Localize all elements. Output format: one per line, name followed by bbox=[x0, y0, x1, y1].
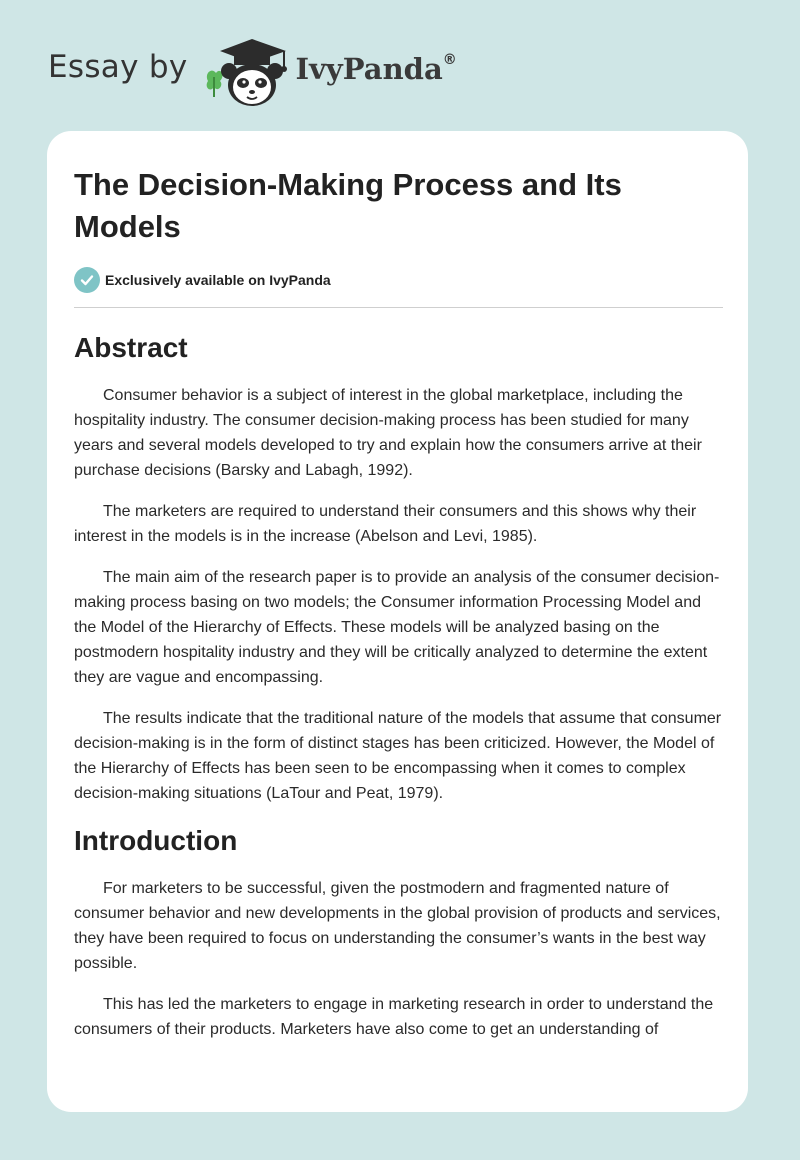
paragraph: The results indicate that the traditional nature of the models that assume that consumer decision-making is in the form of distinct stages has been criticized. However, the Model of the Hierarchy of Effects has been seen to be encompassing when it comes to complex decision-making situations (LaTour and Peat, 1979). bbox=[74, 710, 722, 802]
abstract-body bbox=[74, 383, 722, 806]
document-card bbox=[47, 131, 748, 1112]
exclusive-badge bbox=[74, 266, 722, 294]
section-heading-introduction: Introduction bbox=[74, 825, 238, 856]
paragraph: Consumer behavior is a subject of interest in the global marketplace, including the hospitality industry. The consumer decision-making process has been studied for many years and several models developed to try and explain how the consumers arrive at their purchase decisions (Barsky and Labagh, 1992). bbox=[74, 387, 702, 479]
check-circle-icon bbox=[74, 267, 100, 293]
divider bbox=[74, 307, 723, 308]
paragraph: The main aim of the research paper is to provide an analysis of the consumer decision-making process basing on two models; the Consumer information Processing Model and the Model of the Hierarchy of Effects. These models will be analyzed basing on the postmodern hospitality industry and they will be critically analyzed to determine the extent they are vague and encompassing. bbox=[74, 569, 720, 686]
essay-by-label: Essay by bbox=[48, 49, 188, 85]
badge-text: Exclusively available on IvyPanda bbox=[105, 272, 331, 288]
registered-mark: ® bbox=[442, 52, 457, 69]
introduction-body bbox=[74, 876, 722, 1042]
brand-name[interactable]: IvyPanda® bbox=[295, 52, 457, 86]
site-header bbox=[48, 36, 457, 106]
panda-graduate-icon[interactable] bbox=[202, 37, 294, 109]
paragraph: The marketers are required to understand their consumers and this shows why their interest in the models is in the increase (Abelson and Levi, 1985). bbox=[74, 503, 697, 545]
page-title: The Decision-Making Process and Its Models bbox=[74, 167, 622, 244]
paragraph: This has led the marketers to engage in marketing research in order to understand the consumers of their products. Marketers have also come to get an understanding of bbox=[74, 996, 714, 1038]
section-heading-abstract: Abstract bbox=[74, 332, 188, 363]
paragraph: For marketers to be successful, given the postmodern and fragmented nature of consumer behavior and new developments in the global provision of products and services, they have been required to focus on understanding the consumer’s wants in the best way possible. bbox=[74, 880, 721, 972]
